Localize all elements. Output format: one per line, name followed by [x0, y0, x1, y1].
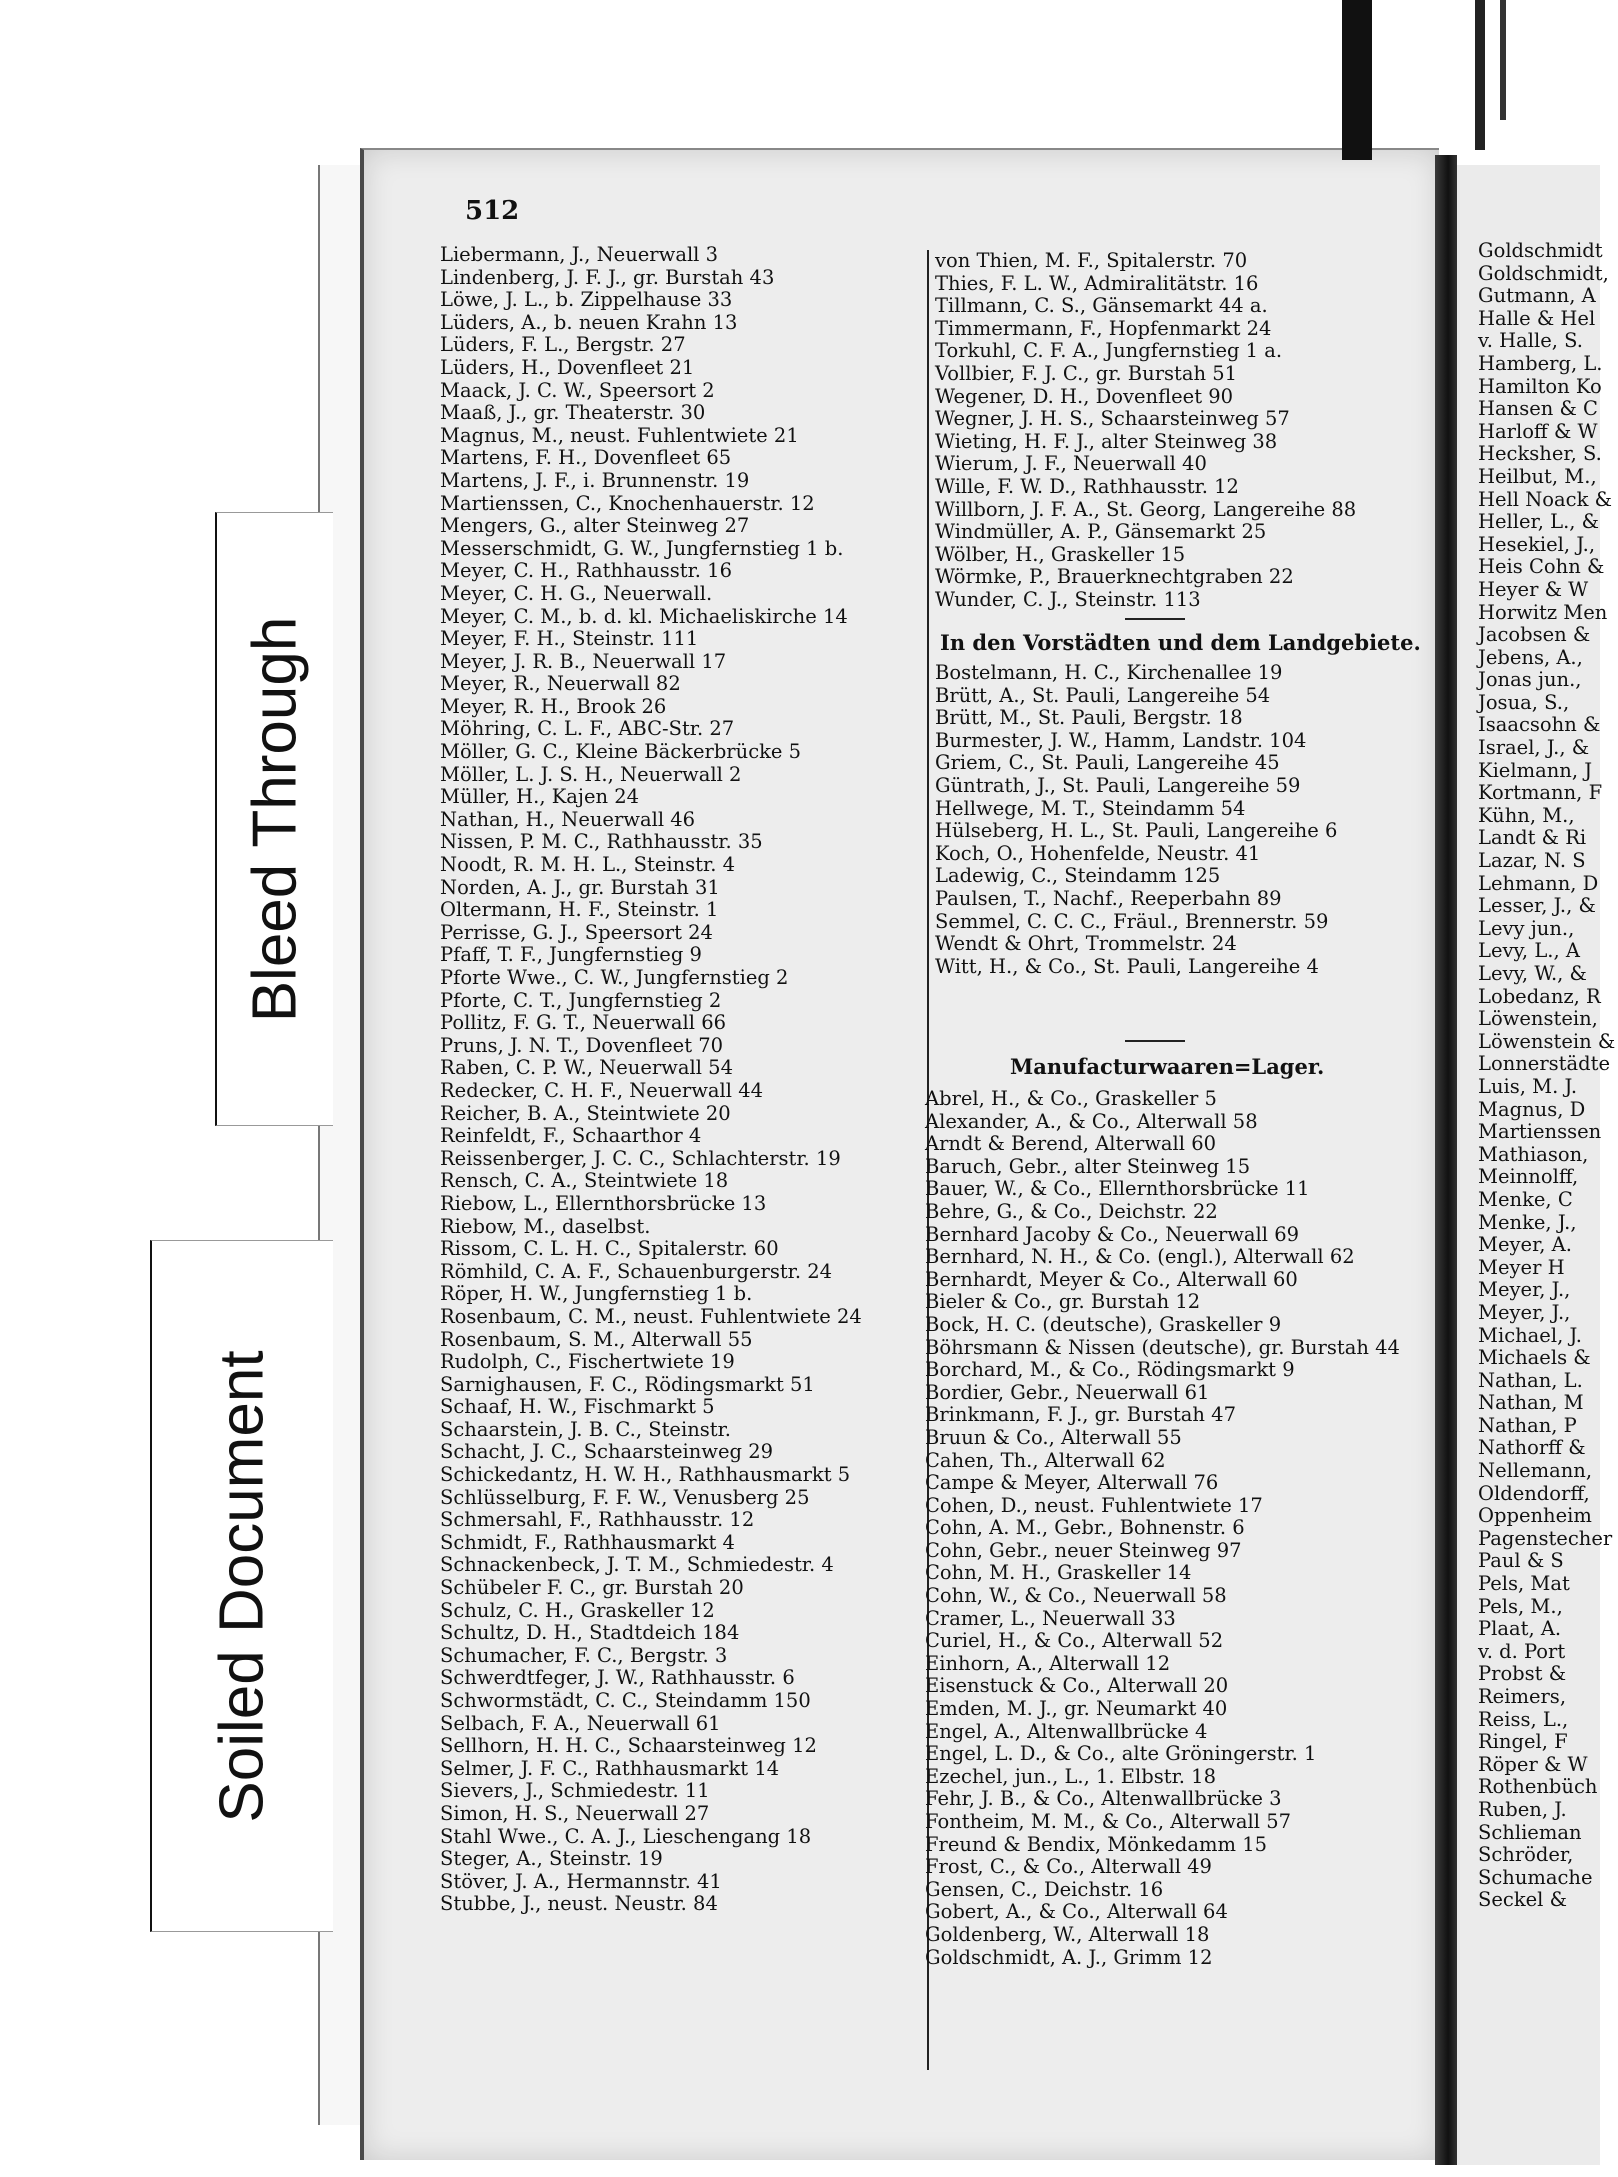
directory-entry: Landt & Ri	[1478, 826, 1587, 850]
directory-entry: Bieler & Co., gr. Burstah 12	[925, 1290, 1201, 1314]
directory-entry: Selmer, J. F. C., Rathhausmarkt 14	[440, 1756, 780, 1780]
directory-entry: Probst &	[1478, 1662, 1567, 1686]
directory-entry: Baruch, Gebr., alter Steinweg 15	[925, 1154, 1251, 1178]
directory-entry: Liebermann, J., Neuerwall 3	[440, 243, 719, 266]
directory-entry: Reissenberger, J. C. C., Schlachterstr. 19	[440, 1146, 841, 1170]
directory-entry: Goldschmidt	[1478, 239, 1603, 262]
section-heading-suburbs: In den Vorstädten und dem Landgebiete.	[940, 630, 1421, 655]
directory-entry: Koch, O., Hohenfelde, Neustr. 41	[935, 841, 1261, 865]
directory-entry: Kortmann, F	[1478, 781, 1603, 805]
directory-entry: Bernhardt, Meyer & Co., Alterwall 60	[925, 1267, 1298, 1291]
directory-entry: Engel, A., Altenwallbrücke 4	[925, 1719, 1208, 1743]
directory-entry: Noodt, R. M. H. L., Steinstr. 4	[440, 853, 736, 877]
directory-entry: v. d. Port	[1478, 1639, 1566, 1663]
directory-entry: Kühn, M.,	[1478, 803, 1575, 827]
directory-entry: Pforte, C. T., Jungfernstieg 2	[440, 988, 722, 1012]
directory-entry: Hansen & C	[1478, 397, 1598, 421]
directory-entry: Schickedantz, H. W. H., Rathhausmarkt 5	[440, 1463, 851, 1487]
directory-entry: Bock, H. C. (deutsche), Graskeller 9	[925, 1312, 1282, 1336]
directory-entry: Wierum, J. F., Neuerwall 40	[935, 452, 1207, 476]
directory-entry: Rothenbüch	[1478, 1775, 1598, 1799]
directory-entry: Heilbut, M.,	[1478, 464, 1597, 488]
directory-entry: Paul & S	[1478, 1549, 1564, 1573]
directory-entry: Hecksher, S.	[1478, 442, 1602, 466]
directory-entry: Steger, A., Steinstr. 19	[440, 1847, 663, 1871]
directory-entry: Jebens, A.,	[1478, 645, 1583, 669]
directory-entry: Müller, H., Kajen 24	[440, 785, 640, 809]
directory-entry: Möhring, C. L. F., ABC-Str. 27	[440, 717, 735, 741]
soiled-document-label	[150, 1240, 333, 1932]
directory-entry: Löwenstein &	[1478, 1029, 1616, 1053]
directory-entry: Schultz, D. H., Stadtdeich 184	[440, 1621, 740, 1645]
directory-entry: Ringel, F	[1478, 1730, 1568, 1754]
directory-entry: Thies, F. L. W., Admiralitätstr. 16	[935, 271, 1259, 295]
directory-entry: Oppenheim	[1478, 1504, 1592, 1528]
directory-entry: Nissen, P. M. C., Rathhausstr. 35	[440, 830, 763, 854]
directory-entry: Meyer, A.	[1478, 1233, 1572, 1257]
section-rule	[1125, 618, 1185, 620]
directory-entry: Rensch, C. A., Steintwiete 18	[440, 1169, 729, 1193]
directory-entry: Lüders, H., Dovenfleet 21	[440, 355, 695, 379]
directory-entry: Schröder,	[1478, 1843, 1574, 1867]
directory-entry: Redecker, C. H. F., Neuerwall 44	[440, 1078, 764, 1102]
directory-entry: Levy, W., &	[1478, 962, 1587, 985]
directory-entry: Oldendorff,	[1478, 1481, 1590, 1505]
directory-entry: Burmester, J. W., Hamm, Landstr. 104	[935, 728, 1307, 752]
directory-entry: Hell Noack &	[1478, 487, 1612, 511]
directory-entry: Messerschmidt, G. W., Jungfernstieg 1 b.	[440, 536, 844, 560]
directory-entry: Reiss, L.,	[1478, 1707, 1569, 1731]
directory-entry: Stöver, J. A., Hermannstr. 41	[440, 1869, 722, 1893]
directory-entry: Güntrath, J., St. Pauli, Langereihe 59	[935, 773, 1301, 797]
directory-entry: Gensen, C., Deichstr. 16	[925, 1877, 1164, 1901]
directory-entry: Mengers, G., alter Steinweg 27	[440, 514, 750, 538]
directory-entry: Schübeler F. C., gr. Burstah 20	[440, 1576, 744, 1600]
directory-entry: Engel, L. D., & Co., alte Gröningerstr. 1	[925, 1742, 1317, 1766]
directory-entry: Luis, M. J.	[1478, 1074, 1578, 1098]
directory-entry: Martens, F. H., Dovenfleet 65	[440, 446, 732, 470]
directory-entry: Horwitz Men	[1478, 600, 1608, 624]
directory-entry: Hamilton Ko	[1478, 374, 1602, 398]
directory-entry: Halle & Hel	[1478, 306, 1596, 330]
directory-entry: Meinnolff,	[1478, 1165, 1579, 1189]
directory-entry: Perrisse, G. J., Speersort 24	[440, 920, 713, 944]
directory-entry: Cahen, Th., Alterwall 62	[925, 1448, 1166, 1472]
directory-entry: Pagenstecher	[1478, 1526, 1613, 1550]
directory-entry: Goldschmidt, A. J., Grimm 12	[925, 1945, 1213, 1969]
directory-entry: Ladewig, C., Steindamm 125	[935, 864, 1221, 888]
bleed-through-label	[215, 512, 333, 1126]
left-directory-column	[440, 244, 900, 1916]
directory-entry: Rissom, C. L. H. C., Spitalerstr. 60	[440, 1237, 779, 1261]
directory-entry: Martienssen, C., Knochenhauerstr. 12	[440, 491, 815, 515]
directory-entry: Michaels &	[1478, 1346, 1591, 1370]
directory-entry: Schwerdtfeger, J. W., Rathhausstr. 6	[440, 1666, 795, 1690]
directory-entry: Meyer, J.,	[1478, 1278, 1571, 1302]
directory-entry: Semmel, C. C. C., Fräul., Brennerstr. 59	[935, 909, 1329, 933]
directory-entry: Bruun & Co., Alterwall 55	[925, 1425, 1182, 1449]
directory-entry: Pollitz, F. G. T., Neuerwall 66	[440, 1011, 727, 1035]
directory-entry: Brütt, M., St. Pauli, Bergstr. 18	[935, 706, 1243, 730]
directory-entry: Cohn, M. H., Graskeller 14	[925, 1561, 1192, 1585]
directory-entry: Raben, C. P. W., Neuerwall 54	[440, 1056, 733, 1080]
directory-entry: Cohen, D., neust. Fuhlentwiete 17	[925, 1493, 1263, 1517]
directory-entry: Röper, H. W., Jungfernstieg 1 b.	[440, 1282, 753, 1306]
directory-entry: Möller, G. C., Kleine Bäckerbrücke 5	[440, 740, 802, 764]
directory-entry: Bordier, Gebr., Neuerwall 61	[925, 1380, 1210, 1404]
directory-entry: Meyer, R. H., Brook 26	[440, 694, 667, 718]
facing-page-column	[1478, 240, 1618, 1912]
directory-entry: Cramer, L., Neuerwall 33	[925, 1606, 1176, 1630]
directory-entry: Meyer, J.,	[1478, 1300, 1571, 1324]
directory-entry: Pforte Wwe., C. W., Jungfernstieg 2	[440, 966, 789, 989]
directory-entry: Simon, H. S., Neuerwall 27	[440, 1801, 710, 1825]
directory-entry: Bernhard Jacoby & Co., Neuerwall 69	[925, 1222, 1300, 1246]
directory-entry: Emden, M. J., gr. Neumarkt 40	[925, 1697, 1228, 1721]
book-gutter	[1435, 155, 1457, 2165]
directory-entry: Brütt, A., St. Pauli, Langereihe 54	[935, 683, 1271, 707]
directory-entry: Fontheim, M. M., & Co., Alterwall 57	[925, 1810, 1292, 1833]
directory-entry: Meyer, F. H., Steinstr. 111	[440, 627, 699, 651]
directory-entry: Röper & W	[1478, 1752, 1588, 1776]
directory-entry: Bauer, W., & Co., Ellernthorsbrücke 11	[925, 1177, 1310, 1201]
directory-entry: Abrel, H., & Co., Graskeller 5	[925, 1087, 1217, 1110]
directory-entry: Schmersahl, F., Rathhausstr. 12	[440, 1508, 755, 1532]
directory-entry: Menke, J.,	[1478, 1210, 1577, 1234]
directory-entry: Reinfeldt, F., Schaarthor 4	[440, 1124, 702, 1148]
directory-entry: Hellwege, M. T., Steindamm 54	[935, 796, 1246, 820]
directory-entry: Tillmann, C. S., Gänsemarkt 44 a.	[935, 294, 1268, 318]
directory-entry: Josua, S.,	[1478, 690, 1570, 714]
section-heading-manufacturwaaren: Manufacturwaaren=Lager.	[1010, 1054, 1325, 1079]
directory-entry: Schumacher, F. C., Bergstr. 3	[440, 1643, 728, 1667]
directory-entry: Maack, J. C. W., Speersort 2	[440, 378, 715, 402]
directory-entry: Torkuhl, C. F. A., Jungfernstieg 1 a.	[935, 339, 1283, 363]
directory-entry: Lüders, A., b. neuen Krahn 13	[440, 310, 738, 334]
directory-entry: Selbach, F. A., Neuerwall 61	[440, 1711, 721, 1735]
directory-entry: Magnus, M., neust. Fuhlentwiete 21	[440, 423, 799, 447]
directory-entry: Schmidt, F., Rathhausmarkt 4	[440, 1530, 735, 1554]
directory-entry: Gutmann, A	[1478, 284, 1596, 308]
directory-entry: Stahl Wwe., C. A. J., Lieschengang 18	[440, 1824, 812, 1848]
directory-entry: Mathiason,	[1478, 1142, 1589, 1166]
directory-entry: Wendt & Ohrt, Trommelstr. 24	[935, 932, 1237, 956]
directory-entry: Meyer, R., Neuerwall 82	[440, 672, 681, 696]
directory-entry: Schumache	[1478, 1865, 1593, 1889]
directory-entry: Ruben, J.	[1478, 1797, 1567, 1821]
directory-entry: Rudolph, C., Fischertwiete 19	[440, 1350, 735, 1374]
directory-entry: Curiel, H., & Co., Alterwall 52	[925, 1629, 1224, 1653]
directory-entry: Campe & Meyer, Alterwall 76	[925, 1471, 1219, 1495]
directory-entry: Schaarstein, J. B. C., Steinstr.	[440, 1417, 731, 1441]
directory-entry: Meyer, C. H. G., Neuerwall.	[440, 581, 713, 605]
directory-entry: Reimers,	[1478, 1685, 1567, 1708]
directory-entry: Behre, G., & Co., Deichstr. 22	[925, 1199, 1218, 1223]
directory-entry: Vollbier, F. J. C., gr. Burstah 51	[935, 361, 1238, 385]
directory-entry: Isaacsohn &	[1478, 713, 1601, 737]
directory-entry: Hesekiel, J.,	[1478, 532, 1596, 556]
directory-entry: Heis Cohn &	[1478, 555, 1605, 579]
directory-entry: Wegner, J. H. S., Schaarsteinweg 57	[935, 407, 1290, 431]
directory-entry: Lobedanz, R	[1478, 984, 1601, 1008]
directory-entry: Griem, C., St. Pauli, Langereihe 45	[935, 751, 1280, 775]
page-number: 512	[465, 196, 520, 226]
directory-entry: Israel, J., &	[1478, 736, 1590, 760]
directory-entry: Möller, L. J. S. H., Neuerwall 2	[440, 762, 742, 786]
directory-entry: Hülseberg, H. L., St. Pauli, Langereihe 6	[935, 819, 1338, 843]
directory-entry: Seckel &	[1478, 1888, 1567, 1912]
directory-entry: Levy, L., A	[1478, 939, 1580, 963]
directory-entry: Riebow, L., Ellernthorsbrücke 13	[440, 1191, 767, 1215]
directory-entry: Frost, C., & Co., Alterwall 49	[925, 1855, 1212, 1879]
right-directory-column-top	[935, 250, 1405, 612]
directory-entry: Bostelmann, H. C., Kirchenallee 19	[935, 661, 1283, 684]
directory-entry: Ezechel, jun., L., 1. Elbstr. 18	[925, 1764, 1216, 1788]
directory-entry: Heller, L., &	[1478, 510, 1600, 534]
directory-entry: Römhild, C. A. F., Schauenburgerstr. 24	[440, 1259, 833, 1283]
directory-entry: Nathan, H., Neuerwall 46	[440, 807, 696, 831]
directory-entry: Alexander, A., & Co., Alterwall 58	[925, 1109, 1258, 1133]
directory-entry: Nathorff &	[1478, 1436, 1586, 1460]
directory-entry: Harloff & W	[1478, 419, 1598, 443]
directory-entry: Eisenstuck & Co., Alterwall 20	[925, 1674, 1229, 1698]
directory-entry: Rosenbaum, S. M., Alterwall 55	[440, 1327, 753, 1351]
directory-entry: Reicher, B. A., Steintwiete 20	[440, 1101, 731, 1125]
directory-entry: Borchard, M., & Co., Rödingsmarkt 9	[925, 1358, 1295, 1382]
directory-entry: Schulz, C. H., Graskeller 12	[440, 1598, 715, 1622]
directory-entry: Norden, A. J., gr. Burstah 31	[440, 875, 720, 899]
directory-entry: Pels, M.,	[1478, 1594, 1563, 1618]
directory-entry: Jacobsen &	[1478, 623, 1591, 647]
directory-entry: Wunder, C. J., Steinstr. 113	[935, 587, 1201, 611]
directory-entry: Michael, J.	[1478, 1323, 1582, 1347]
directory-entry: Schacht, J. C., Schaarsteinweg 29	[440, 1440, 774, 1464]
directory-entry: Schaaf, H. W., Fischmarkt 5	[440, 1395, 715, 1419]
directory-entry: Wegener, D. H., Dovenfleet 90	[935, 384, 1234, 408]
directory-entry: Heyer & W	[1478, 577, 1589, 601]
directory-entry: Schwormstädt, C. C., Steindamm 150	[440, 1689, 811, 1712]
directory-entry: Meyer H	[1478, 1255, 1565, 1279]
right-directory-column-suburbs	[935, 662, 1405, 978]
directory-entry: Riebow, M., daselbst.	[440, 1214, 651, 1238]
directory-entry: Meyer, J. R. B., Neuerwall 17	[440, 649, 727, 673]
directory-entry: Wörmke, P., Brauerknechtgraben 22	[935, 565, 1294, 589]
directory-entry: Pfaff, T. F., Jungfernstieg 9	[440, 943, 702, 967]
directory-entry: Arndt & Berend, Alterwall 60	[925, 1132, 1217, 1156]
directory-entry: Wölber, H., Graskeller 15	[935, 542, 1186, 566]
directory-entry: Cohn, A. M., Gebr., Bohnenstr. 6	[925, 1516, 1245, 1540]
directory-entry: Schnackenbeck, J. T. M., Schmiedestr. 4	[440, 1553, 834, 1577]
directory-entry: Lesser, J., &	[1478, 894, 1596, 918]
section-rule	[1125, 1040, 1185, 1042]
directory-entry: Paulsen, T., Nachf., Reeperbahn 89	[935, 886, 1282, 910]
directory-entry: Schlüsselburg, F. F. W., Venusberg 25	[440, 1485, 810, 1509]
directory-entry: Brinkmann, F. J., gr. Burstah 47	[925, 1403, 1236, 1427]
directory-entry: Wieting, H. F. J., alter Steinweg 38	[935, 429, 1278, 453]
directory-entry: Cohn, W., & Co., Neuerwall 58	[925, 1584, 1227, 1608]
directory-entry: Einhorn, A., Alterwall 12	[925, 1651, 1171, 1675]
directory-entry: Willborn, J. F. A., St. Georg, Langereihe 88	[935, 497, 1357, 521]
bleed-through-text: Bleed Through	[240, 616, 310, 1022]
directory-entry: Böhrsmann & Nissen (deutsche), gr. Burstah 44	[925, 1335, 1400, 1359]
directory-entry: Cohn, Gebr., neuer Steinweg 97	[925, 1538, 1242, 1562]
directory-entry: Martens, J. F., i. Brunnenstr. 19	[440, 468, 750, 492]
soiled-document-text: Soiled Document	[208, 1349, 277, 1823]
scan-border	[1342, 0, 1372, 160]
directory-entry: Meyer, C. H., Rathhausstr. 16	[440, 559, 732, 583]
directory-entry: Plaat, A.	[1478, 1617, 1562, 1641]
directory-entry: Fehr, J. B., & Co., Altenwallbrücke 3	[925, 1787, 1282, 1811]
directory-entry: Goldschmidt,	[1478, 261, 1609, 285]
directory-entry: Sievers, J., Schmiedestr. 11	[440, 1779, 710, 1803]
directory-entry: Oltermann, H. F., Steinstr. 1	[440, 898, 719, 922]
directory-entry: Freund & Bendix, Mönkedamm 15	[925, 1832, 1268, 1856]
directory-entry: Nathan, M	[1478, 1391, 1584, 1415]
directory-entry: Levy jun.,	[1478, 916, 1575, 940]
directory-entry: Löwe, J. L., b. Zippelhause 33	[440, 288, 733, 312]
directory-entry: Wille, F. W. D., Rathhausstr. 12	[935, 474, 1239, 498]
directory-entry: Windmüller, A. P., Gänsemarkt 25	[935, 520, 1267, 544]
directory-entry: Pels, Mat	[1478, 1572, 1570, 1596]
scan-border	[1500, 0, 1506, 120]
directory-entry: Stubbe, J., neust. Neustr. 84	[440, 1892, 718, 1916]
directory-entry: Nathan, L.	[1478, 1368, 1583, 1392]
directory-entry: Meyer, C. M., b. d. kl. Michaeliskirche 14	[440, 604, 848, 628]
directory-entry: Schlieman	[1478, 1820, 1582, 1844]
directory-entry: Jonas jun.,	[1478, 668, 1582, 692]
directory-entry: Witt, H., & Co., St. Pauli, Langereihe 4	[935, 954, 1319, 978]
directory-entry: Sarnighausen, F. C., Rödingsmarkt 51	[440, 1372, 815, 1396]
directory-entry: Rosenbaum, C. M., neust. Fuhlentwiete 24	[440, 1304, 862, 1328]
directory-entry: Gobert, A., & Co., Alterwall 64	[925, 1900, 1228, 1924]
directory-entry: Nathan, P	[1478, 1413, 1577, 1437]
directory-entry: Martienssen	[1478, 1120, 1602, 1144]
directory-entry: Löwenstein,	[1478, 1007, 1598, 1031]
directory-entry: von Thien, M. F., Spitalerstr. 70	[935, 249, 1248, 272]
directory-entry: Goldenberg, W., Alterwall 18	[925, 1922, 1210, 1946]
directory-entry: Nellemann,	[1478, 1459, 1593, 1483]
directory-entry: Sellhorn, H. H. C., Schaarsteinweg 12	[440, 1734, 817, 1758]
directory-entry: Pruns, J. N. T., Dovenfleet 70	[440, 1033, 724, 1057]
directory-entry: Hamberg, L.	[1478, 351, 1603, 375]
directory-entry: Magnus, D	[1478, 1097, 1586, 1121]
directory-entry: Timmermann, F., Hopfenmarkt 24	[935, 316, 1272, 340]
directory-entry: v. Halle, S.	[1478, 329, 1584, 353]
directory-entry: Lazar, N. S	[1478, 849, 1586, 873]
directory-entry: Kielmann, J	[1478, 758, 1593, 782]
directory-entry: Menke, C	[1478, 1187, 1573, 1211]
directory-entry: Lindenberg, J. F. J., gr. Burstah 43	[440, 265, 775, 289]
directory-entry: Lonnerstädte	[1478, 1052, 1610, 1076]
directory-entry: Lehmann, D	[1478, 871, 1599, 895]
directory-entry: Maaß, J., gr. Theaterstr. 30	[440, 401, 706, 425]
right-directory-column-manufacturwaaren	[925, 1088, 1405, 1969]
directory-entry: Bernhard, N. H., & Co. (engl.), Alterwall 62	[925, 1245, 1355, 1269]
scan-border	[1475, 0, 1485, 150]
directory-entry: Lüders, F. L., Bergstr. 27	[440, 333, 686, 357]
